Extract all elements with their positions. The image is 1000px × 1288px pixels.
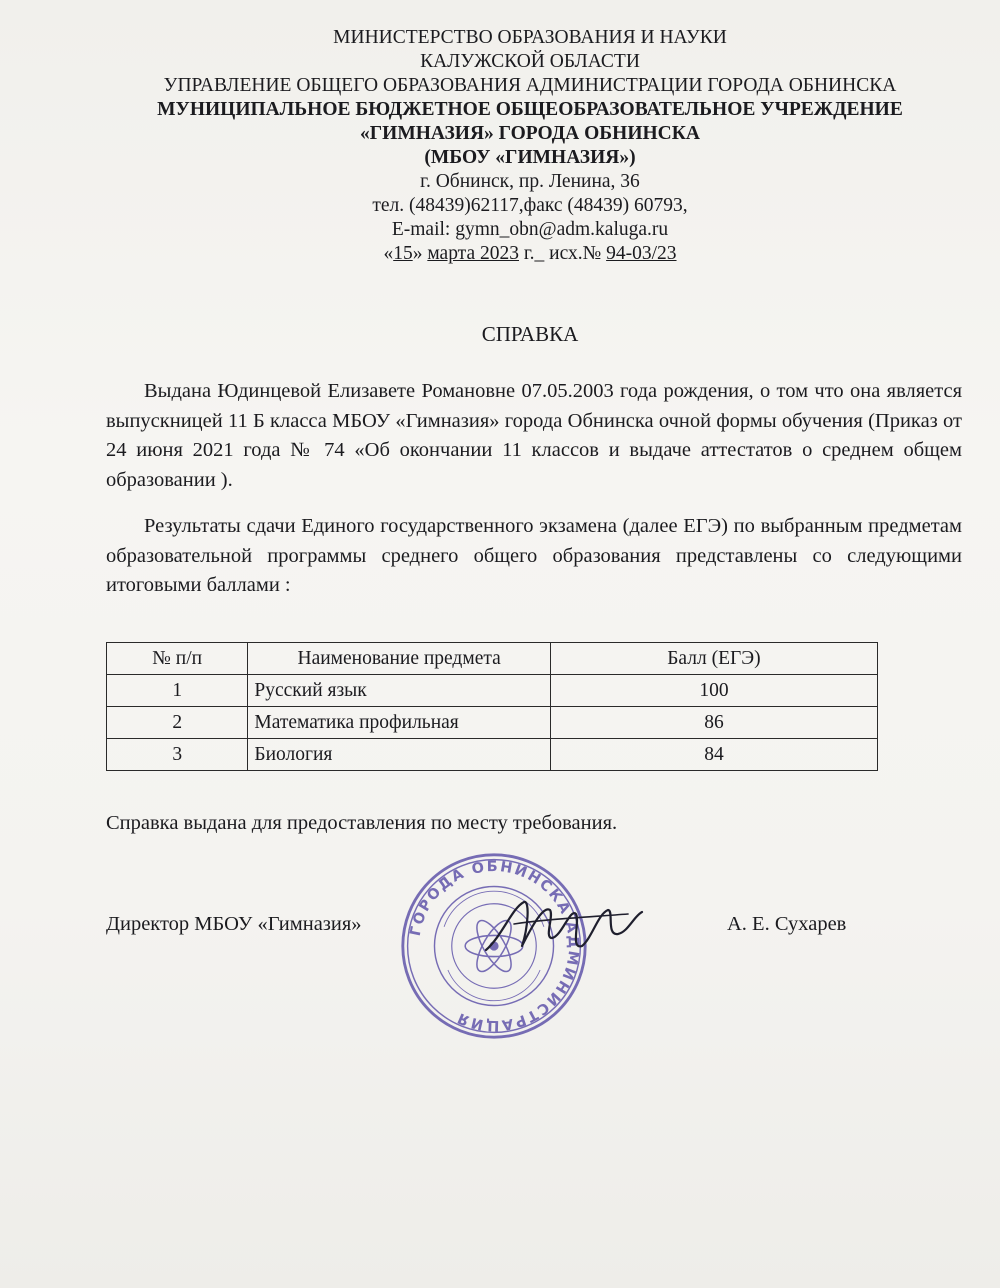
date-suffix: г._ исх.№ bbox=[518, 243, 607, 264]
row-subject: Математика профильная bbox=[248, 707, 551, 739]
school-address: г. Обнинск, пр. Ленина, 36 bbox=[420, 171, 640, 192]
row-score: 100 bbox=[550, 675, 877, 707]
table-row bbox=[107, 675, 878, 707]
outgoing-number: 94-03/23 bbox=[606, 243, 677, 264]
row-score: 86 bbox=[550, 707, 877, 739]
ministry-line-2: КАЛУЖСКОЙ ОБЛАСТИ bbox=[420, 51, 640, 72]
certificate-purpose: Справка выдана для предоставления по месту требования. bbox=[106, 812, 618, 834]
date-close-quote: » bbox=[412, 243, 428, 264]
school-phone: тел. (48439)62117,факс (48439) 60793, bbox=[372, 195, 688, 216]
table-row bbox=[107, 739, 878, 771]
header-subject: Наименование предмета bbox=[248, 643, 551, 675]
row-number: 1 bbox=[107, 675, 248, 707]
issue-date-line bbox=[0, 242, 1000, 266]
header-score: Балл (ЕГЭ) bbox=[550, 643, 877, 675]
row-number: 3 bbox=[107, 739, 248, 771]
exam-scores-table bbox=[106, 642, 878, 771]
row-subject: Биология bbox=[248, 739, 551, 771]
school-email: E-mail: gymn_obn@adm.kaluga.ru bbox=[391, 219, 669, 240]
director-signature bbox=[478, 888, 648, 978]
school-name-line-2: «ГИМНАЗИЯ» ГОРОДА ОБНИНСКА bbox=[360, 123, 700, 144]
header-number: № п/п bbox=[107, 643, 248, 675]
school-name-line-1: МУНИЦИПАЛЬНОЕ БЮДЖЕТНОЕ ОБЩЕОБРАЗОВАТЕЛЬНОЕ УЧРЕЖДЕНИЕ bbox=[157, 99, 903, 120]
department-line: УПРАВЛЕНИЕ ОБЩЕГО ОБРАЗОВАНИЯ АДМИНИСТРАЦИИ ГОРОДА ОБНИНСКА bbox=[163, 75, 897, 96]
document-title: СПРАВКА bbox=[481, 322, 579, 346]
table-row bbox=[107, 707, 878, 739]
date-day: 15 bbox=[393, 243, 413, 264]
director-title: Директор МБОУ «Гимназия» bbox=[106, 913, 362, 935]
letterhead bbox=[0, 26, 1000, 266]
school-short-name: (МБОУ «ГИМНАЗИЯ») bbox=[424, 147, 636, 168]
stamp-outer-text: ГОРОДА ОБНИНСКА АДМИНИСТРАЦИЯ bbox=[407, 859, 582, 1034]
row-number: 2 bbox=[107, 707, 248, 739]
row-score: 84 bbox=[550, 739, 877, 771]
certificate-paragraph-2: Результаты сдачи Единого государственного экзамена (далее ЕГЭ) по выбранным предметам образовательной программы среднего общего образования представлены со следующими итоговыми баллами : bbox=[106, 515, 962, 596]
director-name: А. Е. Сухарев bbox=[727, 913, 847, 935]
ministry-line-1: МИНИСТЕРСТВО ОБРАЗОВАНИЯ И НАУКИ bbox=[333, 27, 727, 48]
date-month-year: марта 2023 bbox=[427, 243, 519, 264]
certificate-paragraph-1: Выдана Юдинцевой Елизавете Романовне 07.05.2003 года рождения, о том что она является выпускницей 11 Б класса МБОУ «Гимназия» города Обнинска очной формы обучения (Приказ от 24 июня 2021 года № 74 «Об окончании 11 классов и выдаче аттестатов о среднем общем образовании ). bbox=[106, 380, 962, 491]
date-open-quote: « bbox=[383, 243, 394, 264]
table-header-row bbox=[107, 643, 878, 675]
row-subject: Русский язык bbox=[248, 675, 551, 707]
